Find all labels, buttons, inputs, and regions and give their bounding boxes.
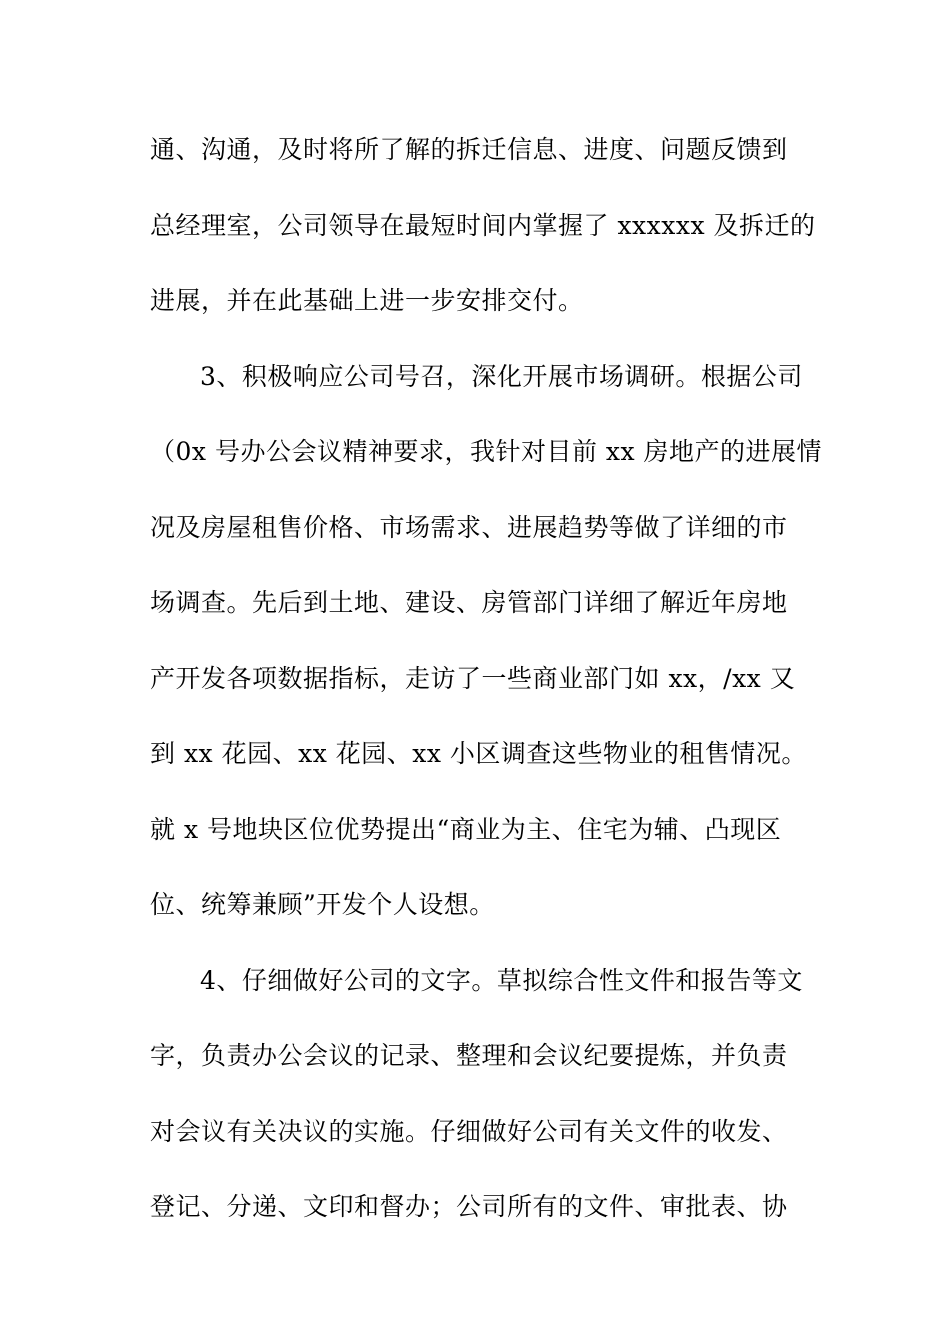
text-line: 况及房屋租售价格、市场需求、进展趋势等做了详细的市 [150, 513, 788, 542]
text-line: 场调查。先后到土地、建设、房管部门详细了解近年房地 [150, 588, 788, 617]
text-line: 登记、分递、文印和督办；公司所有的文件、审批表、协 [150, 1192, 788, 1221]
text-line: 产开发各项数据指标，走访了一些商业部门如 xx，/xx 又 [150, 664, 796, 693]
text-line: 总经理室，公司领导在最短时间内掌握了 xxxxxx 及拆迁的 [150, 211, 816, 240]
text-line: （0x 号办公会议精神要求，我针对目前 xx 房地产的进展情 [150, 437, 823, 466]
text-line: 就 x 号地块区位优势提出“商业为主、住宅为辅、凸现区 [150, 815, 782, 844]
text-line: 位、统筹兼顾”开发个人设想。 [150, 890, 495, 919]
text-line: 进展，并在此基础上进一步安排交付。 [150, 286, 584, 315]
text-line: 到 xx 花园、xx 花园、xx 小区调查这些物业的租售情况。 [150, 739, 807, 768]
paragraph-3-first-line: 3、积极响应公司号召，深化开展市场调研。根据公司 [200, 362, 803, 391]
text-line: 字，负责办公会议的记录、整理和会议纪要提炼，并负责 [150, 1041, 788, 1070]
text-line: 对会议有关决议的实施。仔细做好公司有关文件的收发、 [150, 1117, 788, 1146]
paragraph-4-first-line: 4、仔细做好公司的文字。草拟综合性文件和报告等文 [200, 966, 803, 995]
text-line: 通、沟通，及时将所了解的拆迁信息、进度、问题反馈到 [150, 135, 788, 164]
